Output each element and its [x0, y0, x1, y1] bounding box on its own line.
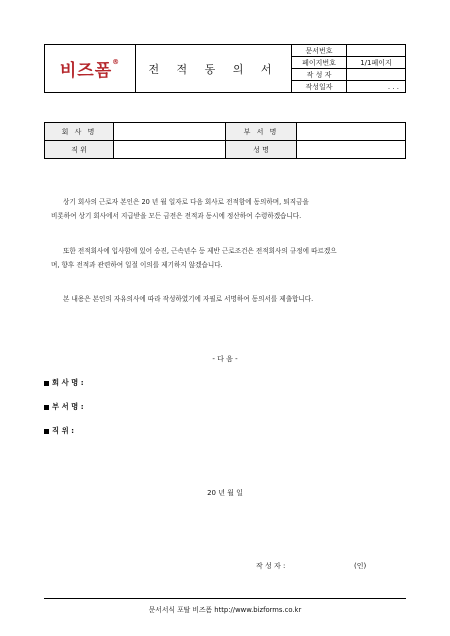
- square-bullet-icon: [44, 405, 49, 410]
- meta-label-date: 작성일자: [292, 81, 347, 93]
- paragraph-consent-line2: 비롯하여 상기 회사에서 지급받을 모든 금전은 전적과 동시에 정산하여 수령하겠습니다.: [51, 212, 302, 220]
- employee-info-table: [44, 122, 406, 159]
- meta-value-doc-number: [347, 45, 406, 57]
- meta-label-doc-number: 문서번호: [292, 45, 347, 57]
- paragraph-submission-line1: 본 내용은 본인의 자유의사에 따라 작성하였기에 자필로 서명하여 동의서를 제출합니다.: [63, 295, 314, 303]
- company-value[interactable]: [114, 123, 226, 141]
- meta-label-page-number: 페이지번호: [292, 57, 347, 69]
- detail-item-company: 회 사 명 :: [44, 378, 84, 388]
- meta-value-page-number: 1/1페이지: [347, 57, 406, 69]
- footer-divider: [44, 598, 406, 599]
- paragraph-conditions: [51, 244, 405, 272]
- square-bullet-icon: [44, 381, 49, 386]
- square-bullet-icon: [44, 429, 49, 434]
- paragraph-submission: [51, 292, 405, 306]
- position-label: 직 위: [45, 141, 114, 159]
- document-title: 전 적 동 의 서: [136, 45, 292, 93]
- meta-value-author: [347, 69, 406, 81]
- name-label: 성 명: [226, 141, 297, 159]
- detail-item-department: 부 서 명 :: [44, 402, 84, 412]
- meta-label-author: 작 성 자: [292, 69, 347, 81]
- name-value[interactable]: [297, 141, 406, 159]
- position-value[interactable]: [114, 141, 226, 159]
- department-label: 부 서 명: [226, 123, 297, 141]
- paragraph-consent: [51, 195, 405, 223]
- signature-label: 작 성 자 :: [256, 562, 286, 570]
- seal-mark: (인): [354, 562, 367, 570]
- paragraph-conditions-line1: 또한 전적회사에 입사함에 있어 승진, 근속년수 등 제반 근로조건은 전적회사의 규정에 따르겠으: [63, 247, 337, 255]
- logo-cell: [45, 45, 136, 93]
- company-label: 회 사 명: [45, 123, 114, 141]
- detail-item-position: 직 위 :: [44, 426, 74, 436]
- document-header: [44, 44, 406, 93]
- meta-value-date: . . .: [347, 81, 406, 93]
- department-value[interactable]: [297, 123, 406, 141]
- paragraph-conditions-line2: 며, 향후 전적과 관련하여 일절 이의를 제기하지 않겠습니다.: [51, 261, 223, 269]
- bizforms-logo: 비즈폼®: [59, 58, 121, 81]
- details-heading: - 다 음 -: [212, 355, 238, 363]
- footer-text: 문서서식 포탈 비즈폼 http://www.bizforms.co.kr: [148, 606, 302, 614]
- paragraph-consent-line1: 상기 회사의 근로자 본인은 20 년 월 일자로 다음 회사로 전적함에 동의하며, 퇴직금을: [63, 198, 309, 206]
- date-line: 20 년 월 일: [207, 489, 243, 497]
